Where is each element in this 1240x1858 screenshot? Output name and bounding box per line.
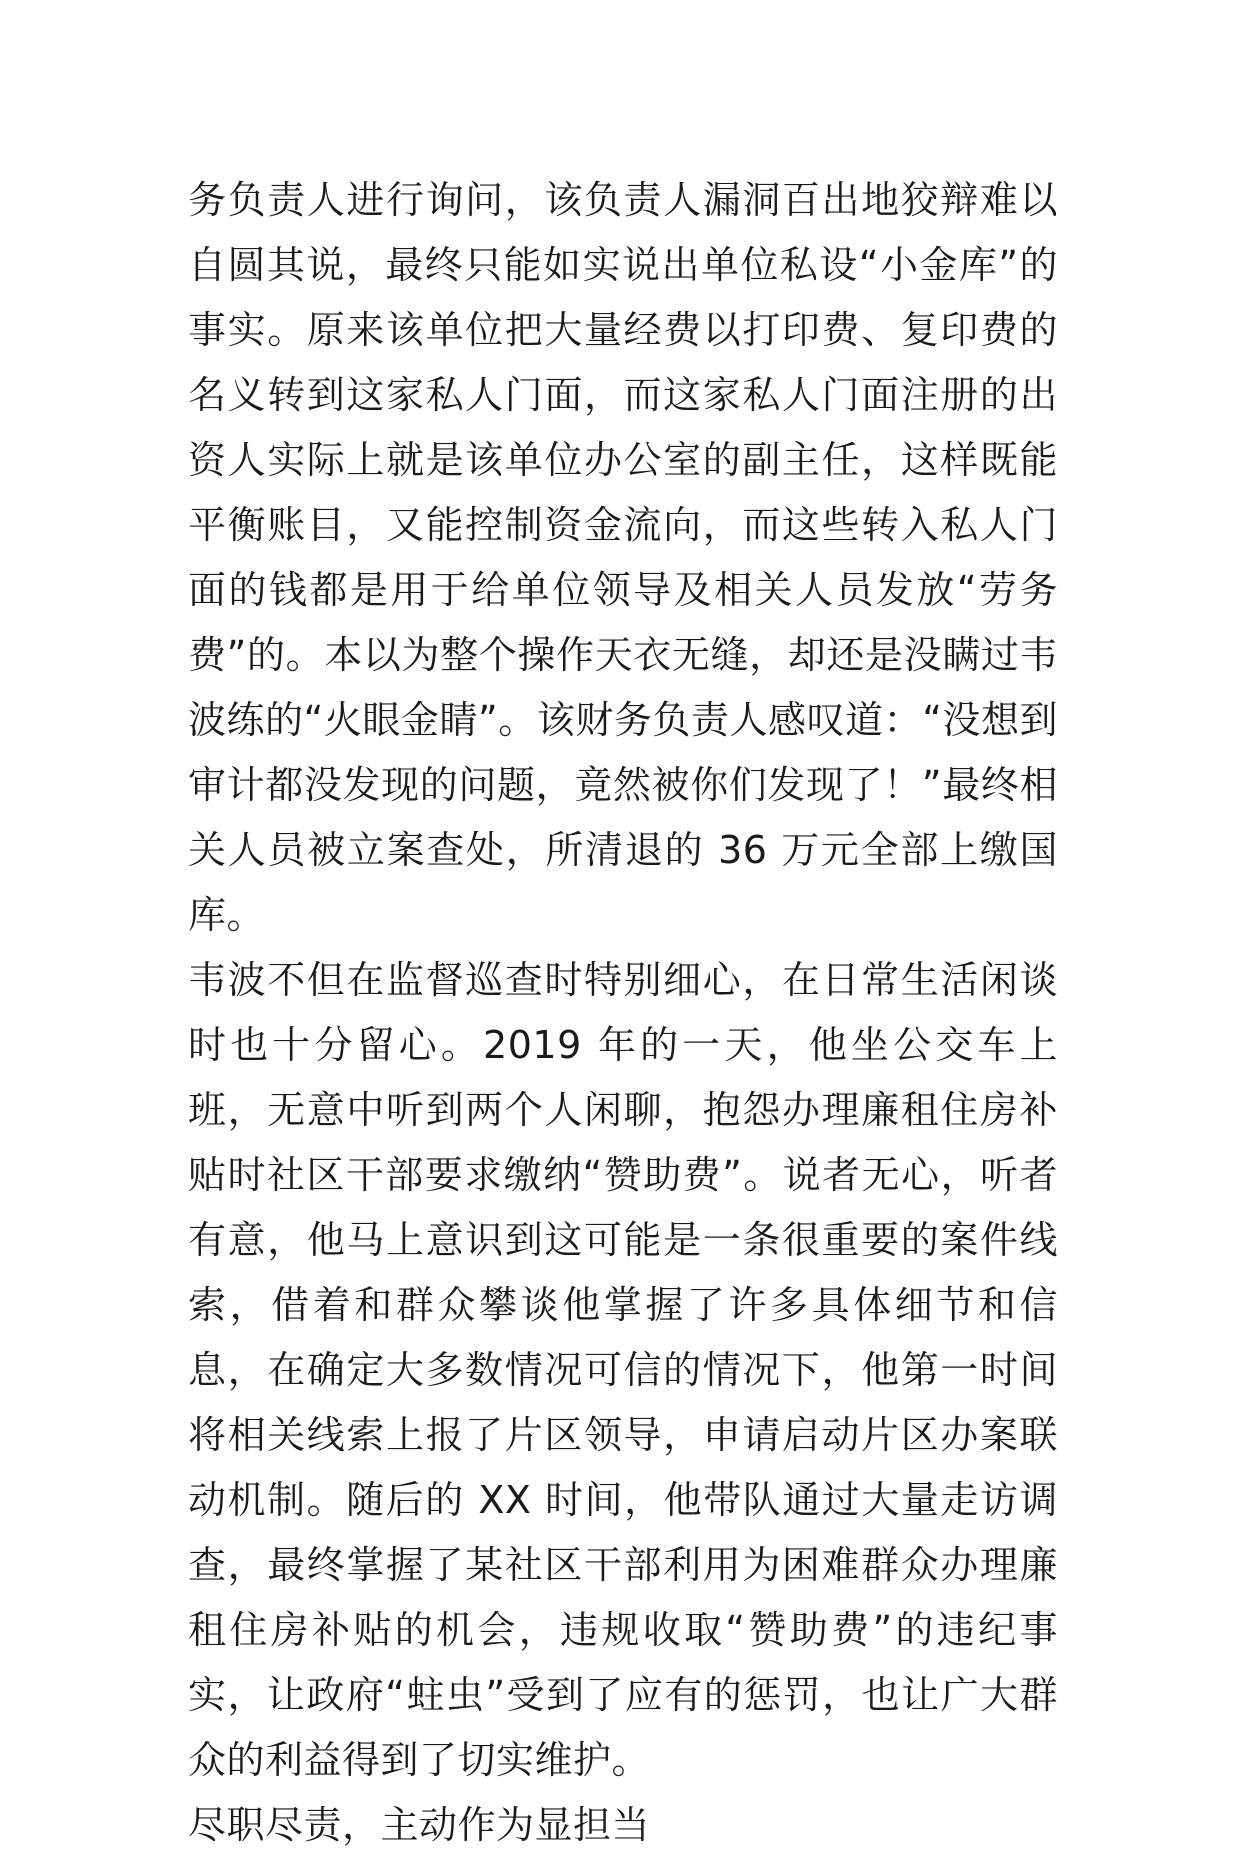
section-heading: 尽职尽责，主动作为显担当	[188, 1803, 651, 1847]
paragraph-1: 务负责人进行询问，该负责人漏洞百出地狡辩难以自圆其说，最终只能如实说出单位私设“小金库”的事实。原来该单位把大量经费以打印费、复印费的名义转到这家私人门面，而这家私人门面注册的出资人实际上就是该单位办公室的副主任，这样既能平衡账目，又能控制资金流向，而这些转入私人门面的钱都是用于给单位领导及相关人员发放“劳务费”的。本以为整个操作天衣无缝，却还是没瞒过韦波练的“火眼金睛”。该财务负责人感叹道：“没想到审计都没发现的问题，竟然被你们发现了！”最终相关人员被立案查处，所清退的 36 万元全部上缴国库。	[188, 178, 1058, 937]
paragraph-2: 韦波不但在监督巡查时特别细心，在日常生活闲谈时也十分留心。2019 年的一天，他坐公交车上班，无意中听到两个人闲聊，抱怨办理廉租住房补贴时社区干部要求缴纳“赞助费”。说者无心，听者有意，他马上意识到这可能是一条很重要的案件线索，借着和群众攀谈他掌握了许多具体细节和信息，在确定大多数情况可信的情况下，他第一时间将相关线索上报了片区领导，申请启动片区办案联动机制。随后的 XX 时间，他带队通过大量走访调查，最终掌握了某社区干部利用为困难群众办理廉租住房补贴的机会，违规收取“赞助费”的违纪事实，让政府“蛀虫”受到了应有的惩罚，也让广大群众的利益得到了切实维护。	[188, 958, 1058, 1782]
document-body	[188, 168, 1058, 1858]
